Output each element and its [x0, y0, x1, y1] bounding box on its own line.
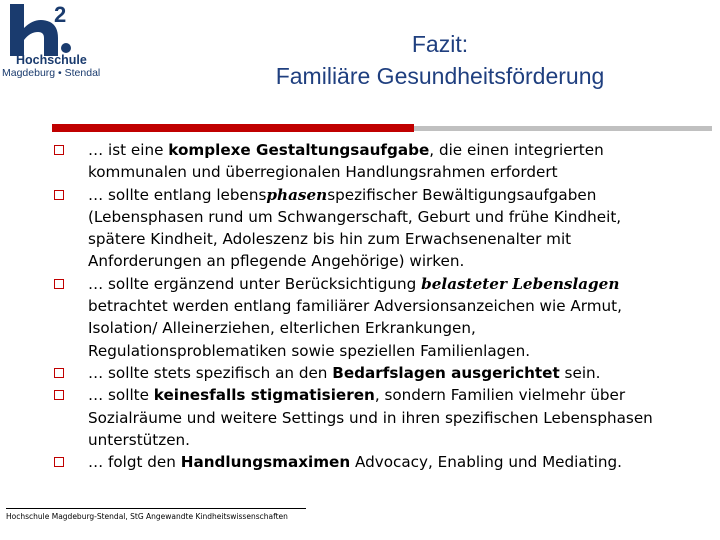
bullet-text: spezifischer Bewältigungsaufgaben (Lebensphasen rund um Schwangerschaft, Geburt und frühe Kindheit, spätere Kindheit, Adoleszenz bis hin zum Erwachsenenalter mit Anforderungen an pflegende Angehörige) wirken.: [88, 185, 622, 271]
h2-logo-mark: [0, 0, 122, 60]
footer-text: Hochschule Magdeburg-Stendal, StG Angewandte Kindheitswissenschaften: [6, 512, 288, 521]
bullet-emphasis: belasteter Lebenslagen: [421, 274, 620, 293]
logo-name: Hochschule: [16, 53, 87, 67]
list-item: [52, 362, 672, 384]
list-item: [52, 451, 672, 473]
divider-red-bar: [52, 124, 414, 132]
bullet-emphasis: phasen: [266, 185, 328, 204]
square-bullet-icon: [54, 390, 64, 400]
bullet-text: … folgt den: [88, 453, 181, 472]
bullet-emphasis: keinesfalls stigmatisieren: [153, 386, 375, 405]
university-logo: [0, 0, 122, 82]
bullet-emphasis: Handlungsmaximen: [180, 453, 351, 472]
divider-gray-bar: [414, 126, 712, 131]
square-bullet-icon: [54, 145, 64, 155]
square-bullet-icon: [54, 190, 64, 200]
bullet-text: … ist eine: [88, 141, 169, 159]
slide-title: [220, 28, 660, 92]
title-line-1: Fazit:: [411, 31, 469, 57]
bullet-emphasis: Bedarfslagen ausgerichtet: [332, 363, 560, 382]
list-item: [52, 184, 672, 273]
square-bullet-icon: [54, 368, 64, 378]
bullet-emphasis: komplexe Gestaltungsaufgabe: [168, 141, 430, 159]
logo-location: Magdeburg • Stendal: [2, 67, 101, 79]
bullet-list: [52, 139, 672, 473]
bullet-text: betrachtet werden entlang familiärer Adversionsanzeichen wie Armut, Isolation/ Alleinerziehen, elterlichen Erkrankungen, Regulationsproblematiken sowie speziellen Familienlagen.: [88, 297, 622, 360]
list-item: [52, 384, 672, 451]
title-line-2: Familiäre Gesundheitsförderung: [275, 63, 605, 89]
title-divider: [52, 124, 712, 134]
bullet-text: Advocacy, Enabling und Mediating.: [350, 453, 622, 472]
bullet-text: … sollte entlang lebens: [88, 185, 267, 204]
bullet-text: , sondern Familien vielmehr über Sozialräume und weitere Settings und in ihren spezifischen Lebensphasen unterstützen.: [88, 386, 653, 449]
bullet-text: , die einen integrierten kommunalen und überregionalen Handlungsrahmen erfordert: [88, 141, 604, 182]
bullet-text: … sollte stets spezifisch an den: [88, 363, 333, 382]
bullet-text: sein.: [559, 363, 601, 382]
bullet-text: … sollte: [88, 386, 154, 405]
bullet-text: … sollte ergänzend unter Berücksichtigung: [88, 274, 422, 293]
list-item: [52, 139, 672, 184]
square-bullet-icon: [54, 457, 64, 467]
svg-text:2: 2: [54, 2, 67, 27]
list-item: [52, 273, 672, 362]
square-bullet-icon: [54, 279, 64, 289]
footer-rule: [6, 508, 306, 509]
